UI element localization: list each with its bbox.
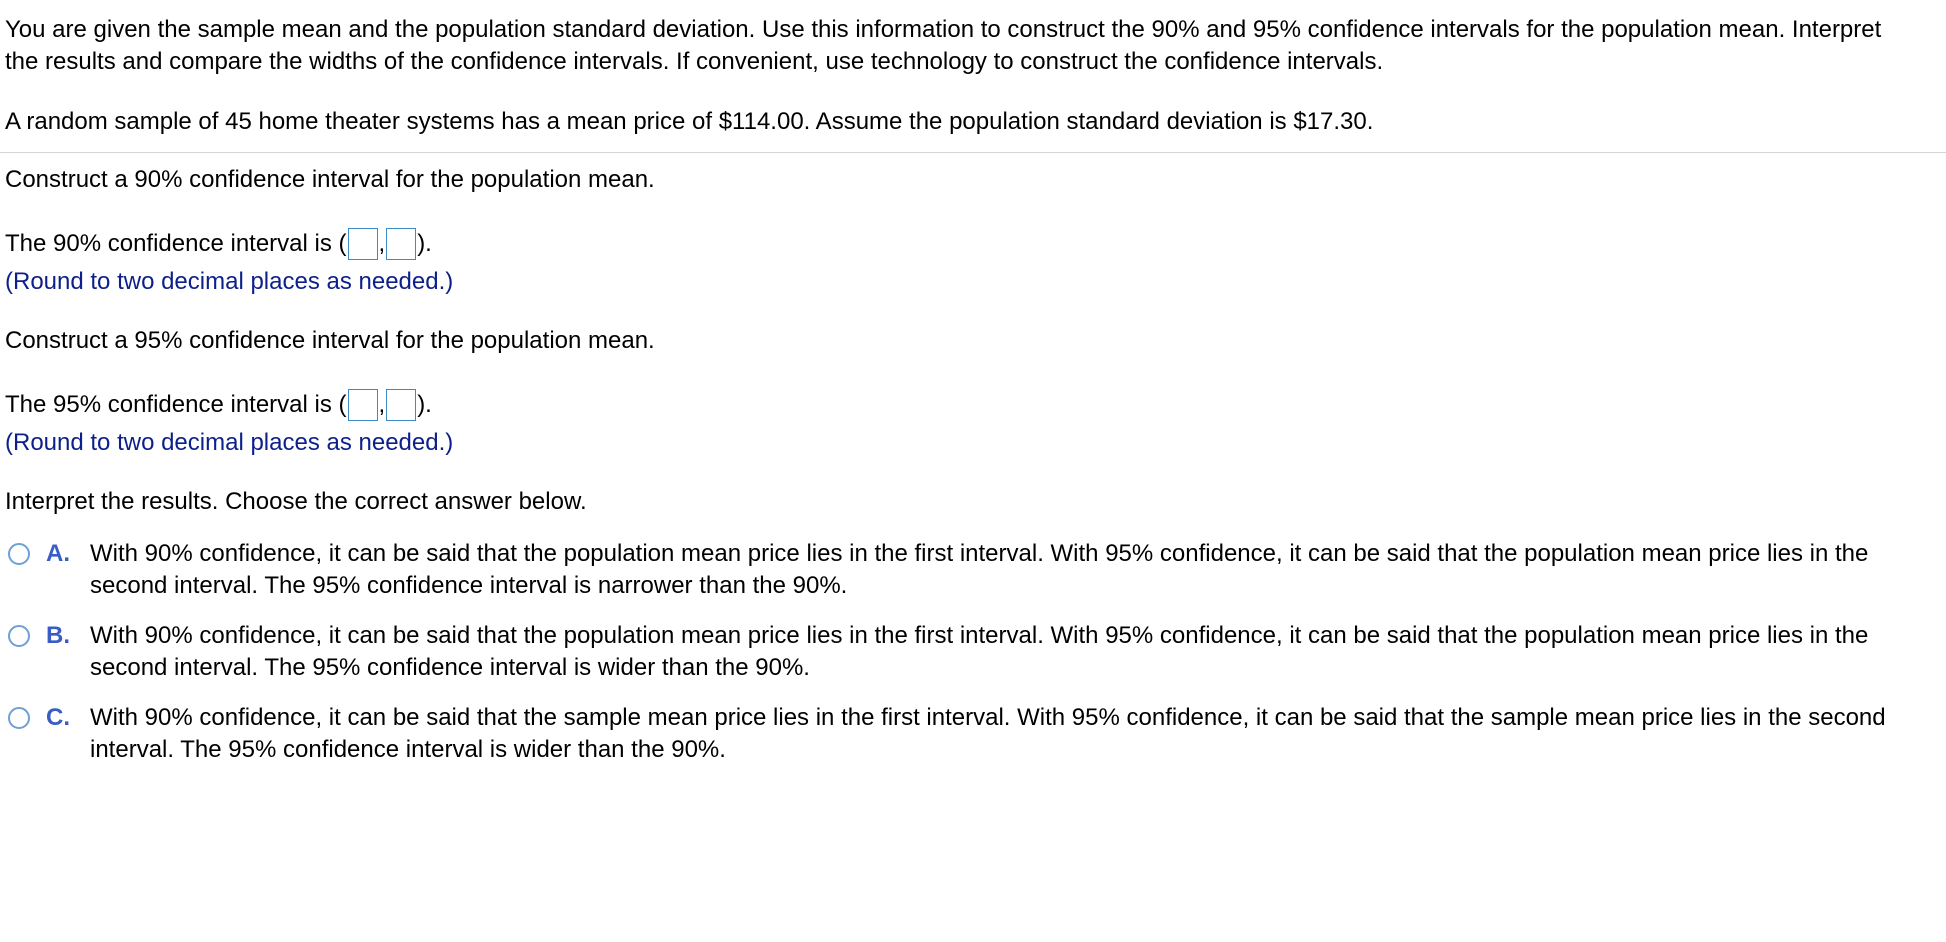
choice-b-radio[interactable] (8, 625, 30, 647)
part2-answer-line (5, 389, 432, 421)
part1-rounding-hint: (Round to two decimal places as needed.) (5, 268, 454, 295)
part1-answer-suffix: ). (417, 230, 432, 257)
choice-c[interactable] (8, 702, 1928, 766)
choice-b-letter: B. (46, 622, 70, 649)
part2-rounding-hint: (Round to two decimal places as needed.) (5, 429, 454, 456)
ci95-upper-input[interactable] (386, 389, 416, 421)
section-divider (0, 152, 1946, 153)
part2-separator: , (378, 391, 386, 418)
part2-answer-suffix: ). (417, 391, 432, 418)
part1-prompt: Construct a 90% confidence interval for the population mean. (5, 166, 655, 193)
choice-c-letter: C. (46, 704, 70, 731)
choice-a[interactable] (8, 538, 1928, 602)
choice-a-text: With 90% confidence, it can be said that the population mean price lies in the first interval. With 95% confidence, it can be said that the population mean price lies in the second interval. The 95% confidence interval is narrower than the 90%. (90, 540, 1869, 599)
ci90-lower-input[interactable] (348, 228, 378, 260)
choice-c-text: With 90% confidence, it can be said that the sample mean price lies in the first interval. With 95% confidence, it can be said that the sample mean price lies in the second interval. The 95% confidence interval is wider than the 90%. (90, 704, 1886, 763)
choice-a-radio[interactable] (8, 543, 30, 565)
ci95-lower-input[interactable] (348, 389, 378, 421)
choice-b[interactable] (8, 620, 1928, 684)
problem-scenario: A random sample of 45 home theater systems has a mean price of $114.00. Assume the population standard deviation is $17.30. (5, 108, 1374, 135)
part1-separator: , (378, 230, 386, 257)
choice-b-text: With 90% confidence, it can be said that the population mean price lies in the first interval. With 95% confidence, it can be said that the population mean price lies in the second interval. The 95% confidence interval is wider than the 90%. (90, 622, 1869, 681)
part1-answer-line (5, 228, 432, 260)
choice-c-radio[interactable] (8, 707, 30, 729)
part2-answer-prefix: The 95% confidence interval is ( (5, 391, 347, 418)
part3-prompt: Interpret the results. Choose the correct answer below. (5, 488, 587, 515)
part2-prompt: Construct a 95% confidence interval for the population mean. (5, 327, 655, 354)
part1-answer-prefix: The 90% confidence interval is ( (5, 230, 347, 257)
problem-instructions: You are given the sample mean and the population standard deviation. Use this information to construct the 90% and 95% confidence intervals for the population mean. Interpret the results and compare the widths of the confidence intervals. If convenient, use technology to construct the confidence intervals. (5, 16, 1882, 75)
ci90-upper-input[interactable] (386, 228, 416, 260)
choice-a-letter: A. (46, 540, 70, 567)
